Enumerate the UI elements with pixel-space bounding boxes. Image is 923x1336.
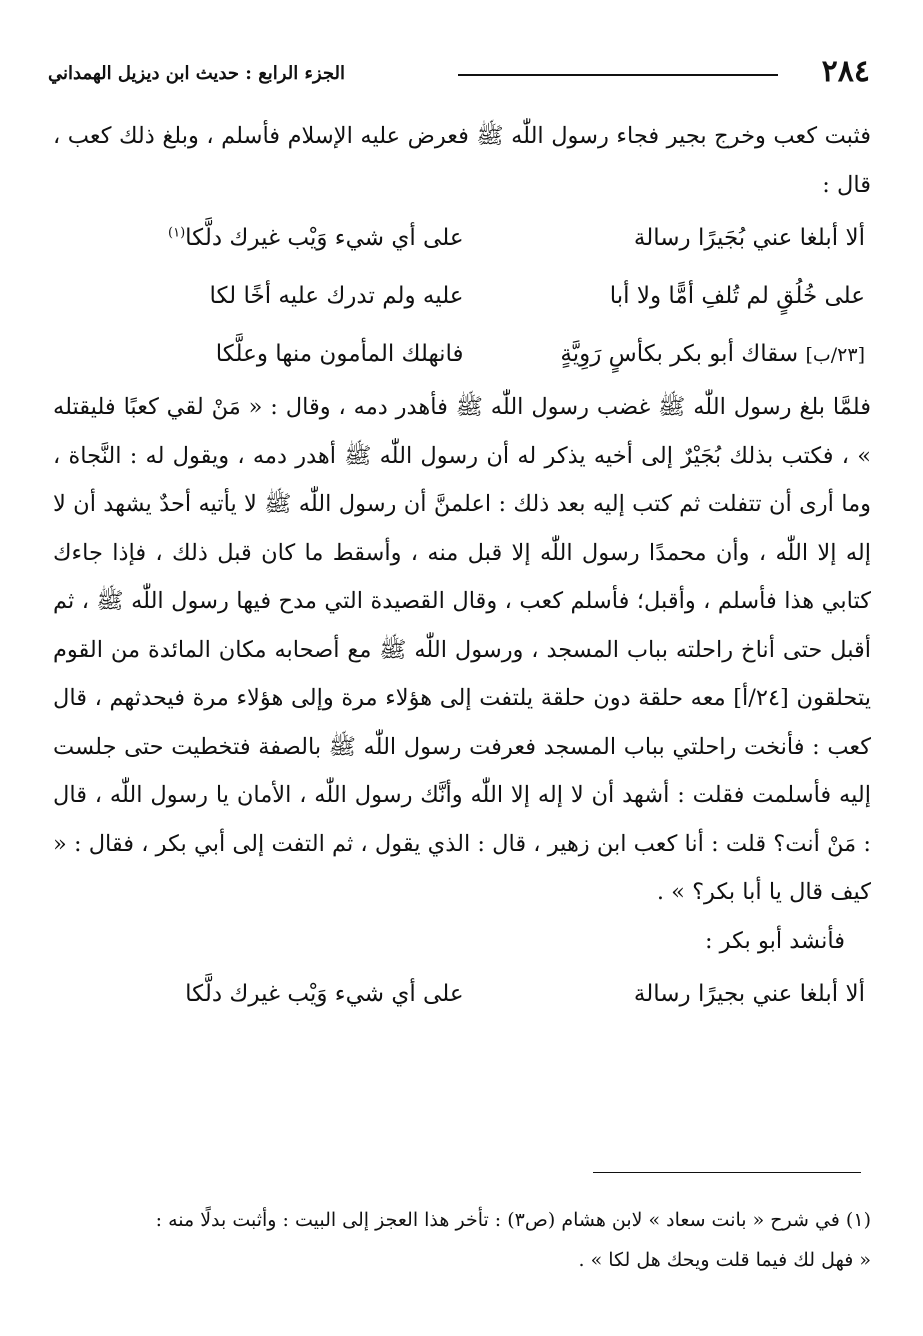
verse-line-4 — [53, 965, 871, 1023]
verse-hemistich-second: عليه ولم تدرك عليه أخًا لكا — [209, 283, 464, 309]
main-text — [53, 112, 871, 1023]
verse-hemistich-second — [93, 209, 464, 267]
verse-hemistich-first: ألا أبلغا عني بجيرًا رسالة — [633, 981, 865, 1007]
verse-line-3 — [53, 325, 871, 383]
page-number: ٢٨٤ — [821, 54, 870, 89]
folio-marker: [٢٣/ب] — [805, 344, 865, 366]
verse-hemistich-first — [494, 325, 865, 383]
verse-line-2 — [53, 267, 871, 325]
running-title: الجزء الرابع : حديث ابن ديزيل الهمداني — [48, 63, 345, 84]
footnote-marker[interactable]: (١) — [168, 225, 186, 241]
page-header — [48, 52, 870, 98]
footnote-separator — [593, 1172, 861, 1173]
paragraph-1: فثبت كعب وخرج بجير فجاء رسول اللّٰه ﷺ فعرض عليه الإسلام فأسلم ، وبلغ ذلك كعب ، قال : — [53, 123, 871, 198]
verse-line-1 — [53, 209, 871, 267]
verse-hemistich-text: سقاك أبو بكر بكأسٍ رَوِيَّةٍ — [560, 341, 799, 367]
footnote-1-line-2: « فهل لك فيما قلت ويحك هل لكا » . — [578, 1249, 871, 1271]
verse-hemistich-first: على خُلُقٍ لم تُلفِ أمًّا ولا أبا — [609, 283, 865, 309]
verse-hemistich-first: ألا أبلغا عني بُجَيرًا رسالة — [633, 225, 865, 251]
verse-hemistich-text: على أي شيء وَيْب غيرك دلَّكا — [185, 225, 464, 251]
paragraph-3: فأنشد أبو بكر : — [704, 927, 845, 954]
footnotes — [53, 1200, 871, 1280]
paragraph-2: فلمَّا بلغ رسول اللّٰه ﷺ غضب رسول اللّٰه ﷺ فأهدر دمه ، وقال : « مَنْ لقي كعبًا فليقتله » ، فكتب بذلك بُجَيْرٌ إلى أخيه يذكر له أن رسول اللّٰه ﷺ أهدر دمه ، ويقول له : النَّجاة ، وما أرى أن تتفلت ثم كتب إليه بعد ذلك : اعلمنَّ أن رسول اللّٰه ﷺ لا يأتيه أحدٌ يشهد أن لا إله إلا اللّٰه ، وأن محمدًا رسول اللّٰه إلا قبل منه ، وأسقط ما كان قبل ذلك ، فإذا جاءك كتابي هذا فأسلم ، وأقبل؛ فأسلم كعب ، وقال القصيدة التي مدح فيها رسول اللّٰه ﷺ ، ثم أقبل حتى أناخ راحلته بباب المسجد ، ورسول اللّٰه ﷺ مع أصحابه مكان المائدة من القوم يتحلقون [٢٤/أ] معه حلقة دون حلقة يلتفت إلى هؤلاء مرة وإلى هؤلاء مرة فيحدثهم ، قال كعب : فأنخت راحلتي بباب المسجد فعرفت رسول اللّٰه ﷺ بالصفة فتخطيت حتى جلست إليه فأسلمت فقلت : أشهد أن لا إله إلا اللّٰه وأنَّك رسول اللّٰه ، الأمان يا رسول اللّٰه ، قال : مَنْ أنت؟ قلت : أنا كعب ابن زهير ، قال : الذي يقول ، ثم التفت إلى أبي بكر ، فقال : « كيف قال يا أبا بكر؟ » . — [53, 394, 871, 905]
verse-hemistich-second: فانهلك المأمون منها وعلَّكا — [215, 341, 464, 367]
footnote-1-line-1: (١) في شرح « بانت سعاد » لابن هشام (ص٣) : تأخر هذا العجز إلى البيت : وأثبت بدلًا منه : — [155, 1209, 871, 1231]
verse-hemistich-second: على أي شيء وَيْب غيرك دلَّكا — [185, 981, 464, 1007]
header-rule — [458, 74, 778, 76]
